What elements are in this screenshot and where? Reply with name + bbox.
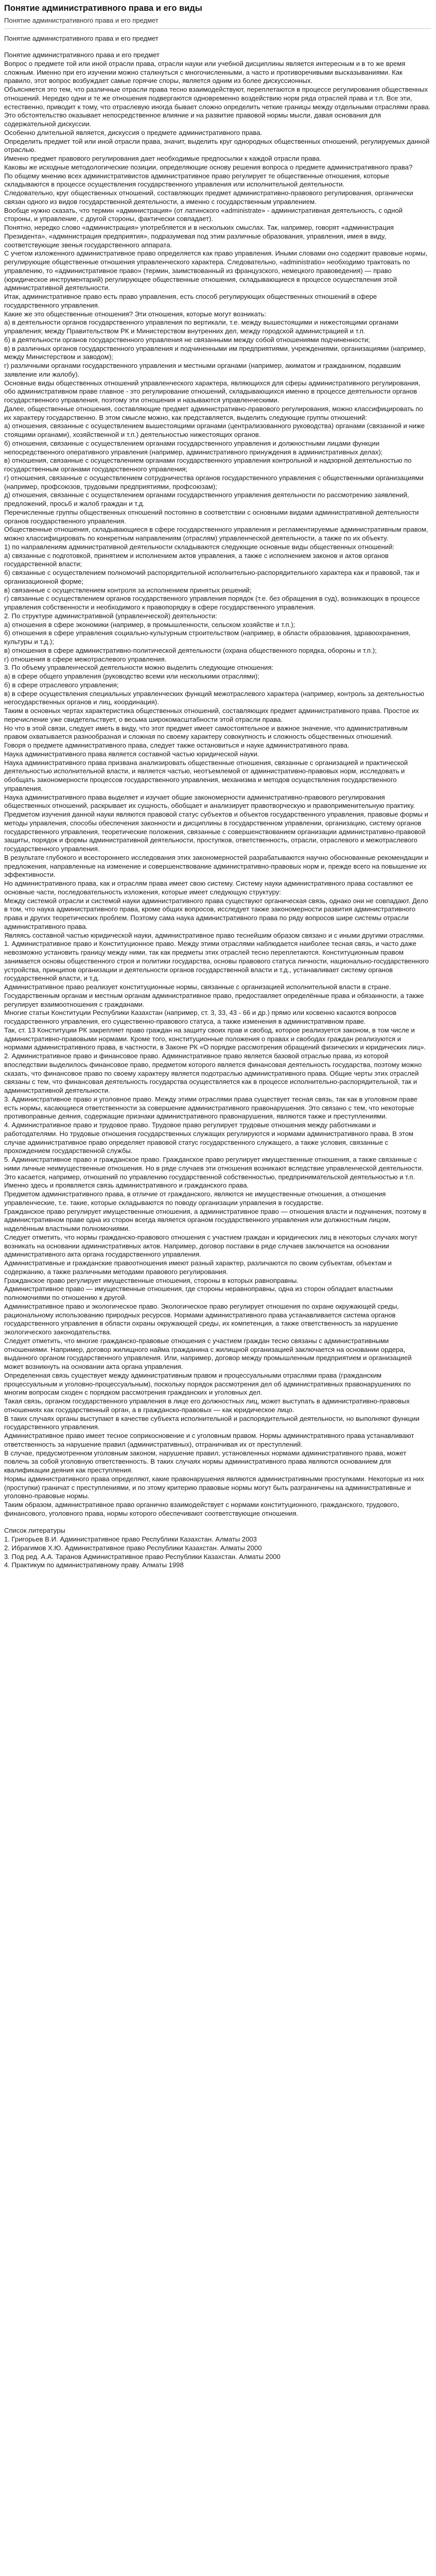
- paragraph: г) различными органами государственного управления и местными органами (например, акиматом и гражданином, подавшим заявление или жалобу).: [4, 362, 401, 378]
- paragraph: Таким в основных чертах характеристика общественных отношений, составляющих предмет административного права. Простое их перечисление уже свидетельствует, о весьма широкомасштабности этой отрасли права.: [4, 707, 419, 723]
- divider: [4, 28, 431, 29]
- paragraph: Каковы же исходные методологические позиции, определяющие основу решения вопроса о предмете административного права?: [4, 163, 413, 171]
- paragraph: б) отношения, связанные с осуществлением органами государственного управления и должностными лицами функции непосредственного оперативного управления (например, административного принуждения в административных делах);: [4, 439, 383, 456]
- paragraph: а) отношения в сфере экономики (например, в промышленности, сельском хозяйстве и т.п.);: [4, 620, 295, 629]
- paragraph: 2. По структуре административной (управленческой) деятельности:: [4, 612, 217, 620]
- paragraph: г) связанные с осуществлением органов государственного управления порядок (т.е. без обращения в суд), возникающих в процессе управления собственности и необходимого к правопорядку в сфере государственного управления.: [4, 595, 420, 611]
- reference-item: 3. Под ред. А.А. Таранов Административное право Республики Казахстан. Алматы 2000: [4, 1552, 281, 1561]
- paragraph: Гражданское право регулирует имущественные отношения, стороны в которых равноправны.: [4, 1276, 299, 1284]
- paragraph: Объясняется это тем, что различные отрасли права тесно взаимодействуют, переплетаются в процессе регулирования общественных отношений. Нередко одни и те же отношения подвергаются одновременно воздействию норм ряда отраслей права и т.п. Все эти, естественно, приводит к тому, что отраслевую иногда бывает сложно определить четкие границы между отдельными отраслями права.: [4, 86, 431, 111]
- paragraph: Являясь составной частью юридической науки, административное право теснейшим образом связано и с иными другими отраслями.: [4, 931, 425, 939]
- paragraph: Общественные отношения, складывающиеся в сфере государственного управления и регламентируемые административным правом, можно классифицировать по конкретным направлениям (отраслям) управленческой деятельности, а также по их объекту.: [4, 526, 428, 542]
- document-title: Понятие административного права и его виды: [4, 4, 202, 13]
- reference-item: 4. Практикум по административному праву. Алматы 1998: [4, 1561, 184, 1569]
- paragraph: В таких случаях органы выступают в качестве субъекта исполнительной и распорядительной деятельности, но выполняют функции государственного управления.: [4, 1414, 420, 1431]
- references-title: Список литературы: [4, 1527, 65, 1535]
- paragraph: а) отношения, связанные с осуществлением вышестоящими органами (централизованного руководства) органами (связанной и ниже стоящими органами), хозяйственной и т.п.) деятельностью нижестоящих органов.: [4, 422, 425, 438]
- paragraph: Говоря о предмете административного права, следует также остановиться и науке административного права.: [4, 741, 350, 749]
- reference-item: 1. Григорьев В.И. Административное право Республики Казахстан. Алматы 2003: [4, 1535, 257, 1543]
- paragraph: Предметом изучения данной науки являются правовой статус субъектов и объектов государственного управления, правовые формы и методы управления, способы обеспечения законности и дисциплины в государственном управлении, организацию, систему органов государственного управления, теоретические положения, связанные с совершенствованием организации административно-правовой защиты, порядок и формы административной деятельности, проступков, ответственность, отрасли, отраслевого и межотраслевого государственного управления.: [4, 810, 428, 853]
- paragraph: Такая связь, органом государственного управления в лице его должностных лиц, может выступать в административно-правовых отношениях как государственный орган, а в гражданско-правовых — как юридическое лицо.: [4, 1397, 410, 1414]
- reference-item: 2. Ибрагимов Х.Ю. Административное право Республики Казахстан. Алматы 2000: [4, 1544, 262, 1552]
- paragraph: Определенная связь существует между административным правом и процессуальными отраслями права (гражданским процессуальным и уголовно-процессуальным), поскольку порядок рассмотрения дел об административных правонарушениях по многим вопросам сходен с порядком рассмотрения гражданских и уголовных дел.: [4, 1371, 411, 1397]
- paragraph: Наука административного права выделяет и изучает общие закономерности административно-правового регулирования общественных отношений, раскрывает их сущность, обобщает и анализирует правотворческую и правоприменительную практику.: [4, 793, 415, 810]
- paragraph: Гражданское право регулирует имущественные отношения, а административное право — отношения власти и подчинения, поэтому в административном праве одна из сторон всегда является органом государственного управления или должностным лицом, наделённым властными полномочиями.: [4, 1207, 427, 1232]
- paragraph: Таким образом, административное право органично взаимодействует с нормами конституционного, гражданского, трудового, финансового, уголовного права, нормы которого обеспечивают соответствующие отношения.: [4, 1501, 399, 1517]
- paragraph: Следует отметить, что многие гражданско-правовые отношения с участием граждан тесно связаны с административными отношениями. Например, договор жилищного найма гражданина с жилищной организацией заключается на основании ордера, выданного органом государственного управления. Или, например, договор между промышленным предприятием и организацией может возникнуть на основании акта органа управления.: [4, 1336, 412, 1370]
- paragraph: Перечисленные группы общественных отношений постоянно в соответствии с основными видами административной деятельности органов государственного управления.: [4, 508, 419, 525]
- paragraph: Нормы административного права определяют, какие правонарушения являются административными проступками. Некоторые из них (проступки) граничат с преступлениями, и по этому критерию правовые нормы могут быть разграничены на административные и уголовно-правовые нормы.: [4, 1475, 424, 1500]
- paragraph: Административное право — имущественные отношения, где стороны неравноправны, одна из сторон обладает властными полномочиями по отношению к другой.: [4, 1285, 393, 1301]
- paragraph: Административное право реализует конституционные нормы, связанные с организацией исполнительной власти в стране. Государственным органам и местным органам административное право, предоставляет определённые права и обязанности, а также регулирует взаимоотношения с гражданами.: [4, 983, 424, 1008]
- paragraph: Предметом административного права, в отличие от гражданского, являются не имущественные отношения, а отношения управленческие, т.е. такие, которые складываются по поводу организации управления в государстве.: [4, 1190, 386, 1207]
- paragraph: а) в деятельности органов государственного управления по вертикали, т.е. между вышестоящими и нижестоящими органами управления; между Правительством РК и Министерством внутренних дел, между городской администрацией и т.п.: [4, 318, 398, 335]
- paragraph: д) отношения, связанные с осуществлением органами государственного управления деятельности по рассмотрению заявлений, предложений, просьб и жалоб граждан и т.д.: [4, 491, 409, 507]
- document-body: [4, 51, 431, 1570]
- paragraph: 5. Административное право и гражданское право. Гражданское право регулирует имущественные отношения, а также связанные с ними личные неимущественные отношения. Но в ряде случаев эти отношения возникают вследствие управленческой деятельности. Это касается, например, отношений по управлению государственной собственностью, предпринимательской деятельностью и т.п. Именно здесь и проявляется связь административного и гражданского права.: [4, 1156, 424, 1190]
- paragraph: в) отношения, связанные с осуществлением органами государственного управления контрольной и надзорной деятельностью по государственным органами государственного управления;: [4, 456, 412, 473]
- paragraph: Вопрос о предмете той или иной отрасли права, отрасли науки или учебной дисциплины является интересным и в то же время сложным. Именно при его изучении можно сталкнуться с многочисленными, а часто и противоречивыми высказываниями. Как правило, этот вопрос возбуждает самые горячие споры, является одним из более дискуссионных.: [4, 59, 406, 85]
- paragraph: Какие же это общественные отношения? Эти отношения, которые могут возникать:: [4, 310, 267, 318]
- paragraph: Многие статьи Конституции Республики Казахстан (например, ст. 3, 33, 43 - 66 и др.) прямо или косвенно касаются вопросов государственного управления, его существенно-правового статуса, а также изменения в административном праве.: [4, 1009, 397, 1025]
- paragraph: По общему мнению всех административистов административное право регулирует те общественные отношения, которые складываются в процессе осуществления государственного управления или исполнительной деятельности.: [4, 172, 390, 189]
- paragraph: Но что в этой связи, следует иметь в виду, что этот предмет имеет самостоятельное и важное значение, что административным правом охватывается разнообразная и сложная по своему характеру совокупность и сложность общественных отношений.: [4, 724, 408, 741]
- paragraph: 1) по направлениям административной деятельности складываются следующие основные виды общественных отношений:: [4, 543, 395, 551]
- paragraph: 3. По объему управленческой деятельности можно выделить следующие отношения:: [4, 664, 274, 672]
- paragraph: Но административного права, как и отраслям права имеет свою систему. Систему науки административного права составляют ее основные части, последовательность изложения, которые имеет следующую структуру:: [4, 879, 413, 896]
- paragraph: В случае, предусмотренном уголовным законом, нарушение правил, установленных нормами административного права, может повлечь за собой уголовную ответственность. В таких случаях нормы административного права являются основанием для квалификации деяния как преступления.: [4, 1449, 407, 1474]
- paragraph: Основные виды общественных отношений управленческого характера, являющихся для сферы административного регулирования, обо административном праве главное - это регулирование отношений, складывающихся именно в процессе деятельности органов государственного управления, поэтому эти отношения и называются управленческими.: [4, 379, 421, 404]
- paragraph: б) в сфере отраслевого управления;: [4, 681, 119, 689]
- paragraph: г) отношения в сфере межотраслевого управления.: [4, 655, 167, 663]
- paragraph: Понятно, нередко слово «администрация» употребляется и в нескольких смыслах. Так, например, говорят «администрация Президента», «администрация предприятия», подразумевая под этим различные образования, управления, имея в виду, соответствующие звенья государственного аппарата.: [4, 224, 394, 249]
- paragraph: Наука административного права призвана анализировать общественные отношения, связанные с организацией и практической деятельностью исполнительной власти, и является частью, неотъемлемой от административно-правовых норм, исследовать и обобщать закономерности процессов государственного управления, механизма и методов осуществления государственного управления.: [4, 758, 408, 792]
- paragraph: Следовательно, круг общественных отношений, составляющих предмет административно-правового регулирования, органически связан одного из видов государственной деятельности, а именно с государственным управлением.: [4, 189, 413, 206]
- paragraph: Наука административного права является составной частью юридической науки.: [4, 750, 259, 758]
- paragraph: Понятие административного права и его предмет: [4, 51, 160, 59]
- paragraph: Следует отметить, что нормы гражданско-правового отношения с участием граждан и юридических лиц в некоторых случаях могут возникать на основании административных актов. Например, договор поставки в ряде случаев заключается на основании административного акта органа государственного управления.: [4, 1233, 417, 1259]
- paragraph: Между системой отрасли и системой науки административного права существуют органическая связь, однако они не совпадают. Дело в том, что наука административного права, кроме общих вопросов, исследует также закономерности развития административного права и других теоретических проблем. Поэтому сама наука административного права по ряду вопросов шире системы отрасли административного права.: [4, 896, 428, 930]
- paragraph: г) отношения, связанные с осуществлением сотрудничества органов государственного управления с общественными организациями (например, профсоюзов, трудовыми предприятиями, профсоюзам);: [4, 473, 424, 490]
- paragraph: Так, ст. 13 Конституции РК закрепляет право граждан на защиту своих прав и свобод, которое реализуется законом, в том числе и административно-правовыми нормами. Кроме того, конституционные положения о правах и свободах граждан реализуются и нормами административного права, в частности, в Законе РК «О порядке рассмотрения обращений физических и юридических лиц».: [4, 1026, 426, 1052]
- paragraph: 2. Административное право и финансовое право. Административное право является базовой отраслью права, из которой впоследствии выделилось финансовое право, предметом которого является финансовая деятельность государства, поэтому можно сказать, что финансовое право по своему характеру является подотраслью административного права. Общие черты этих отраслей связаны с тем, что финансовая деятельность государства осуществляется как в процессе исполнительно-распорядительной, так и административной деятельности.: [4, 1052, 422, 1094]
- paragraph: Именно предмет правового регулирования дает необходимые предпосылки к каждой отрасли права.: [4, 155, 322, 162]
- paragraph: Административные и гражданские правоотношения имеют разный характер, различаются по своим субъектам, объектам и содержанию, а также различными методами правового регулирования.: [4, 1259, 392, 1276]
- paragraph: в) в различных органов государственного управления и подчиненными им предприятиями, учреждениями, организациями (например, между Министерством и заводом);: [4, 344, 426, 361]
- paragraph: Вообще нужно сказать, что термин «администрация» (от латинского «administrate» - административная деятельность, с одной стороны, и управление, с другой стороны, фактически совпадает).: [4, 206, 403, 223]
- paragraph: Это обстоятельство оказывает непосредственное влияние и на развитие правовой нормы мысли, давая основания для содержательной дискуссии.: [4, 111, 381, 128]
- paragraph: в) отношения в сфере административно-политической деятельности (охрана общественного порядка, обороны и т.п.);: [4, 646, 377, 654]
- paragraph: С учетом изложенного административное право определяется как право управления. Иными словами оно содержит правовые нормы, регулирующие общественные отношения управленческого характера. Следовательно, «administratio» необходимо трактовать по управлению, то «административное право» (термин, заимствованный из французского, немецкого правоведения) — право (юридическое инструментарий) регулирующее общественные отношения, складывающиеся в процессе осуществления этой административной деятельности.: [4, 249, 428, 292]
- paragraph: В результате глубокого и всестороннего исследования этих закономерностей разрабатываются научно обоснованные рекомендации и предложения, направленные на изменение и совершенствование административно-правовых норм и, прежде всего на повышение их эффективности.: [4, 853, 429, 879]
- section-heading: Понятие административного права и его предмет: [4, 35, 159, 42]
- paragraph: а) связанные с подготовкой, принятием и исполнением актов управления, а также с исполнением законов и актов органов государственной власти;: [4, 551, 389, 568]
- paragraph: в) связанные с осуществлением контроля за исполнением принятых решений;: [4, 586, 252, 594]
- paragraph: 4. Административное право и трудовое право. Трудовое право регулирует трудовые отношения между работниками и работодателями. Но трудовые отношения государственных служащих регулируются и нормами административного права. В этом случае административное право определяет правовой статус государственного служащего, а также условия, связанные с прохождением государственной службы.: [4, 1121, 414, 1155]
- paragraph: 3. Административное право и уголовное право. Между этими отраслями права существует тесная связь, так как в уголовном праве есть нормы, касающиеся ответственности за совершение административного правонарушения. Это связано с тем, что некоторые противоправные деяния, содержащие признаки административного правонарушения, являются также и преступлениями.: [4, 1095, 418, 1121]
- paragraph: Определить предмет той или иной отрасли права, значит, выделить круг однородных общественных отношений, регулируемых данной отраслью.: [4, 137, 430, 154]
- paragraph: Итак, административное право есть право управления, есть способ регулирующих общественных отношений в сфере государственного управления.: [4, 293, 377, 309]
- paragraph: б) отношения в сфере управления социально-культурным строительством (например, в области образования, здравоохранения, культуры и т.д.);: [4, 629, 411, 646]
- paragraph: а) в сфере общего управления (руководство всеми или несколькими отраслями);: [4, 672, 259, 680]
- document-subtitle: Понятие административного права и его предмет: [4, 16, 159, 24]
- reference-list: [4, 1535, 431, 1570]
- paragraph: Административное право имеет тесное соприкосновение и с уголовным правом. Нормы административного права устанавливают ответственность за нарушение правил (административных), отграничивая их от преступлений.: [4, 1432, 414, 1448]
- paragraph: в) в сфере осуществления специальных управленческих функций межотраслевого характера (например, контроль за деятельностью негосударственных органов и лиц, координация).: [4, 689, 424, 706]
- paragraph: Особенно длительной является, дискуссия о предмете административного права.: [4, 128, 263, 137]
- paragraph: Далее, общественные отношения, составляющие предмет административно-правового регулирования, можно классифицировать по их характеру государственно. В этом смысле можно, как представляется, выделить следующие группы отношений:: [4, 404, 423, 421]
- paragraph: 1. Административное право и Конституционное право. Между этими отраслями наблюдается наиболее тесная связь, и часто даже невозможно установить границу между ними, так как предметы этих отраслей тесно переплетаются. Конституционным правом занимается основы общественного строя и политики государства, основы правового статуса личности, национально-государственного устройства, принципов организации и деятельности органов государственной власти и т.д., устанавливает систему органов государственной власти, и т.д.: [4, 940, 429, 982]
- paragraph: Административное право и экологическое право. Экологическое право регулирует отношения по охране окружающей среды, рациональному использованию природных ресурсов. Нормами административного права устанавливается система органов государственного управления в области охраны окружающей среды, их компетенция, а также ответственность за нарушение экологического законодательства.: [4, 1302, 399, 1336]
- paragraph: б) связанные с осуществлением полномочий распорядительной исполнительно-распорядительного характера как и правовой, так и организационной форме;: [4, 569, 420, 585]
- paragraph-list: [4, 51, 431, 1518]
- paragraph: б) в деятельности органов государственного управления не связанными между собой отношениями подчиненности;: [4, 335, 370, 344]
